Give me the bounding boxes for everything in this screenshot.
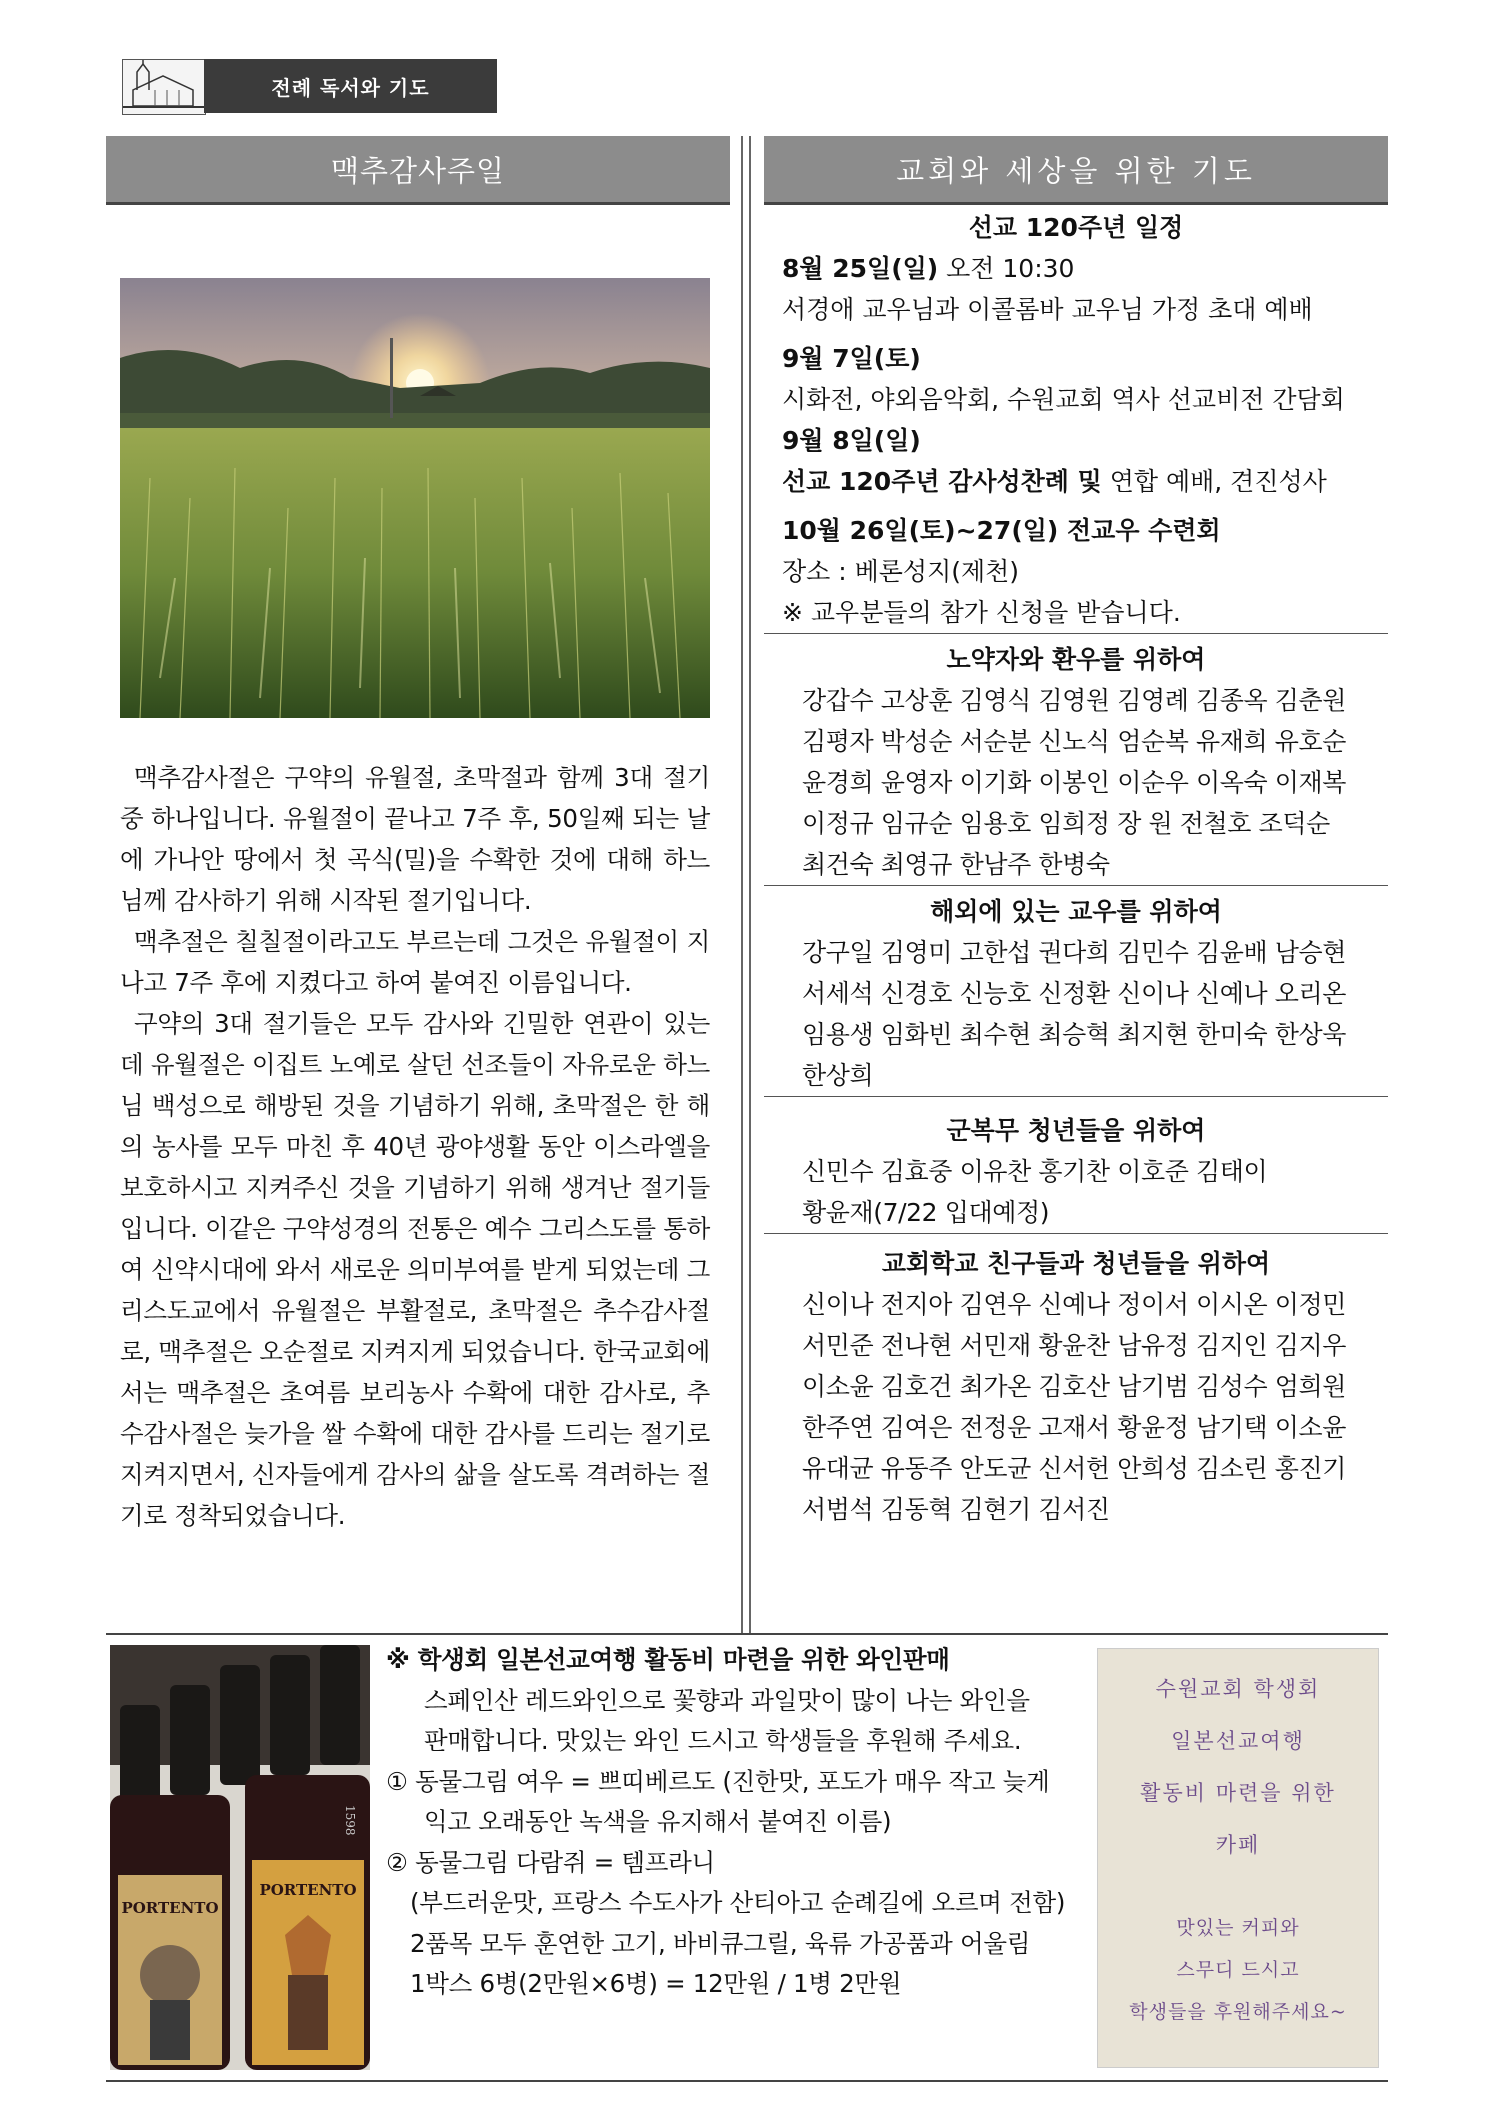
names-line: 윤경희 윤영자 이기화 이봉인 이순우 이옥숙 이재복: [802, 768, 1347, 797]
names-line: 임용생 임화빈 최수현 최승혁 최지현 한미숙 한상욱: [802, 1020, 1347, 1049]
schedule-line: [764, 248, 1388, 289]
names-line: 이정규 임규순 임용호 임희정 장 원 전철호 조덕순: [802, 809, 1330, 838]
cafe-line: 수원교회 학생회: [1155, 1677, 1321, 1701]
left-section-title: 맥추감사주일: [106, 136, 730, 205]
cafe-notice-card: [1097, 1648, 1379, 2068]
wine-line: 판매합니다. 맛있는 와인 드시고 학생들을 후원해 주세요.: [424, 1726, 1022, 1755]
bottle-label: PORTENTO: [121, 1899, 219, 1917]
cafe-line: 활동비 마련을 위한: [1140, 1781, 1336, 1805]
wine-line: 2품목 모두 훈연한 고기, 바비큐그릴, 육류 가공품과 어울림: [410, 1928, 1031, 1958]
schedule-line: 시화전, 야외음악회, 수원교회 역사 선교비전 간담회: [782, 385, 1345, 414]
names-line: 김평자 박성순 서순분 신노식 엄순복 유재희 유호순: [802, 727, 1347, 756]
article-paragraph: 구약의 3대 절기들은 모두 감사와 긴밀한 연관이 있는데 유월절은 이집트 노예로 살던 선조들이 자유로운 하느님 백성으로 해방된 것을 기념하기 위해, 초막절은 한 해의 농사를 모두 마친 후 40년 광야생활 동안 이스라엘을 보호하시고 지켜주신 것을 기념하기 위해 생겨난 절기들입니다. 이같은 구약성경의 전통은 예수 그리스도를 통하여 신약시대에 와서 새로운 의미부여를 받게 되었는데 그리스도교에서 유월절은 부활절로, 초막절은 추수감사절로, 맥추절은 오순절로 지켜지게 되었습니다. 한국교회에서는 맥추절은 초여름 보리농사 수확에 대한 감사로, 추수감사절은 늦가을 쌀 수확에 대한 감사를 드리는 절기로 지켜지면서, 신자들에게 감사의 삶을 살도록 격려하는 절기로 정착되었습니다.: [120, 1009, 710, 1530]
wine-line: 스페인산 레드와인으로 꽃향과 과일맛이 많이 나는 와인을: [424, 1685, 1030, 1715]
prayer-heading: 군복무 청년들을 위하여: [946, 1116, 1206, 1145]
article-paragraph: 맥추절은 칠칠절이라고도 부르는데 그것은 유월절이 지나고 7주 후에 지켰다고 하여 붙여진 이름입니다.: [120, 927, 710, 997]
wine-line: 익고 오래동안 녹색을 유지해서 붙여진 이름): [424, 1807, 892, 1836]
cafe-sub-line: 맛있는 커피와: [1176, 1917, 1300, 1939]
names-line: 서민준 전나현 서민재 황윤찬 남유정 김지인 김지우: [802, 1331, 1347, 1360]
left-article-body: [120, 757, 710, 1536]
names-line: 유대균 유동주 안도균 신서헌 안희성 김소린 홍진기: [802, 1454, 1347, 1483]
prayer-heading: 노약자와 환우를 위하여: [946, 645, 1206, 674]
schedule-line: 서경애 교우님과 이콜롬바 교우님 가정 초대 예배: [782, 295, 1313, 324]
prayer-heading: 해외에 있는 교우를 위하여: [930, 897, 1222, 926]
names-line: 서세석 신경호 신능호 신정환 신이나 신예나 오리온: [802, 979, 1347, 1008]
bottle-year: 1598: [343, 1805, 357, 1836]
names-line: 신민수 김효중 이유찬 홍기찬 이호준 김태이: [802, 1157, 1268, 1186]
wine-bottles-photo: [110, 1645, 370, 2070]
names-line: 최건숙 최영규 한남주 한병숙: [802, 850, 1110, 879]
cafe-line: 카페: [1215, 1833, 1261, 1857]
article-paragraph: 맥추감사절은 구약의 유월절, 초막절과 함께 3대 절기 중 하나입니다. 유월절이 끝나고 7주 후, 50일째 되는 날에 가나안 땅에서 첫 곡식(밀)을 수확한 것에 대해 하느님께 감사하기 위해 시작된 절기입니다.: [120, 763, 710, 915]
wine-line: ① 동물그림 여우 = 쁘띠베르도 (진한맛, 포도가 매우 작고 늦게: [386, 1766, 1050, 1796]
prayer-column: [764, 208, 1388, 1530]
schedule-heading: 선교 120주년 일정: [968, 213, 1184, 242]
right-section-title: 교회와 세상을 위한 기도: [764, 136, 1388, 205]
section-divider: [764, 1233, 1388, 1234]
names-line: 한상희: [802, 1061, 874, 1090]
section-divider: [764, 885, 1388, 886]
barley-field-photo: [120, 278, 710, 718]
schedule-line: 장소 : 베론성지(제천): [782, 557, 1020, 586]
schedule-date: 8월 25일(일): [782, 254, 939, 283]
section-divider: [764, 633, 1388, 634]
section-tab: 전례 독서와 기도: [204, 59, 497, 113]
wine-sale-notice: [386, 1640, 1086, 2005]
names-line: 서범석 김동혁 김현기 김서진: [802, 1495, 1110, 1524]
schedule-event: 선교 120주년 감사성찬례 및: [782, 467, 1102, 496]
schedule-line: [764, 461, 1388, 502]
wine-line: (부드러운맛, 프랑스 수도사가 산티아고 순례길에 오르며 전함): [410, 1888, 1066, 1917]
names-line: 한주연 김여은 전정운 고재서 황윤정 남기택 이소윤: [802, 1413, 1347, 1442]
column-divider: [741, 136, 743, 1633]
section-divider: [764, 1096, 1388, 1097]
schedule-note: ※ 교우분들의 참가 신청을 받습니다.: [782, 598, 1181, 627]
wine-line: ② 동물그림 다람쥐 = 템프라니: [386, 1847, 715, 1877]
cafe-sub-line: 스무디 드시고: [1176, 1959, 1300, 1981]
names-line: 황윤재(7/22 입대예정): [802, 1198, 1050, 1227]
bottom-divider: [106, 1633, 1388, 1635]
cafe-sub-line: 학생들을 후원해주세요~: [1129, 2001, 1347, 2023]
schedule-date: 9월 7일(토): [782, 344, 921, 373]
prayer-heading: 교회학교 친구들과 청년들을 위하여: [881, 1249, 1271, 1278]
page-bottom-rule: [106, 2080, 1388, 2082]
names-line: 신이나 전지아 김연우 신예나 정이서 이시온 이정민: [802, 1290, 1347, 1319]
schedule-date: 9월 8일(일): [782, 426, 921, 455]
column-divider: [749, 136, 751, 1633]
schedule-date: 10월 26일(토)~27(일) 전교우 수련회: [782, 516, 1221, 545]
names-line: 이소윤 김호건 최가온 김호산 남기범 김성수 엄희원: [802, 1372, 1347, 1401]
names-line: 강갑수 고상훈 김영식 김영원 김영례 김종옥 김춘원: [802, 686, 1347, 715]
wine-heading: ※ 학생회 일본선교여행 활동비 마련을 위한 와인판매: [386, 1645, 950, 1674]
church-icon: [122, 59, 206, 115]
names-line: 강구일 김영미 고한섭 권다희 김민수 김윤배 남승현: [802, 938, 1347, 967]
bottle-label: PORTENTO: [259, 1881, 357, 1899]
cafe-line: 일본선교여행: [1171, 1729, 1305, 1753]
schedule-time: 오전 10:30: [938, 254, 1075, 283]
wine-line: 1박스 6병(2만원×6병) = 12만원 / 1병 2만원: [410, 1969, 902, 1998]
schedule-event-rest: 연합 예배, 견진성사: [1101, 467, 1327, 496]
